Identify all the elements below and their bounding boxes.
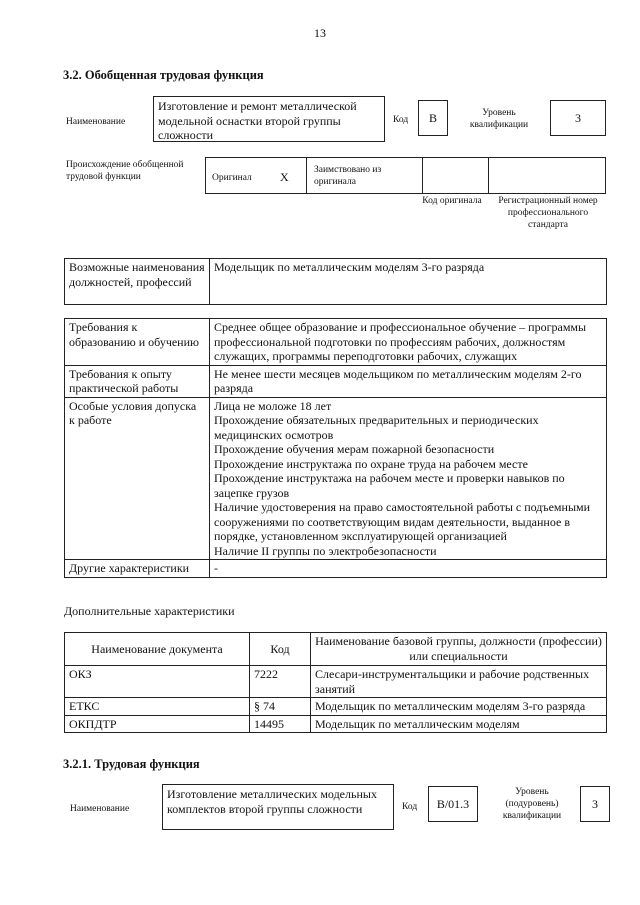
cell-doc: ЕТКС: [65, 698, 250, 716]
list-item: Наличие удостоверения на право самостоятельной работы с подъемными сооружениями по соответствующим видам деятельности, выданное в порядке, установленном эксплуатирующей организацией: [214, 500, 591, 543]
table-row: [65, 319, 607, 366]
list-item: Прохождение инструктажа по охране труда на рабочем месте: [214, 456, 528, 471]
name-label: Наименование: [70, 804, 130, 814]
divider: [306, 158, 307, 193]
table-row: [65, 560, 607, 578]
function-name-box: Изготовление и ремонт металлической модельной оснастки второй группы сложности: [153, 96, 385, 142]
list-item: Прохождение инструктажа на рабочем месте и проверки навыков по зацепке грузов: [214, 471, 565, 500]
positions-value: Модельщик по металлическим моделям 3-го разряда: [210, 259, 607, 305]
requirement-label: Другие характеристики: [65, 560, 210, 578]
list-item: Прохождение обязательных предварительных и периодических медицинских осмотров: [214, 413, 539, 442]
name-label: Наименование: [66, 117, 126, 127]
page-number: 13: [314, 26, 326, 40]
table-row: [65, 715, 607, 733]
table-header-row: [65, 633, 607, 666]
requirement-label: Особые условия допуска к работе: [65, 397, 210, 560]
positions-label: Возможные наименования должностей, профессий: [65, 259, 210, 305]
origin-table: [205, 157, 606, 194]
divider: [422, 158, 423, 193]
table-row: [65, 698, 607, 716]
additional-heading: Дополнительные характеристики: [64, 604, 235, 618]
requirement-value: [210, 397, 607, 560]
divider: [488, 158, 489, 193]
cell-name: Модельщик по металлическим моделям: [311, 715, 607, 733]
cell-code: 14495: [250, 715, 311, 733]
original-code-label: Код оригинала: [422, 196, 482, 206]
cell-name: Слесари-инструментальщики и рабочие родственных занятий: [311, 666, 607, 698]
cell-code: 7222: [250, 666, 311, 698]
code-label: Код: [393, 115, 409, 125]
level-value: 3: [580, 786, 610, 822]
table-row: [65, 666, 607, 698]
code-label: Код: [402, 802, 418, 812]
list-item: Лица не моложе 18 лет: [214, 398, 332, 413]
positions-table: [64, 258, 607, 305]
original-mark: X: [280, 170, 289, 184]
level-label: Уровень (подуровень) квалификации: [502, 787, 562, 821]
list-item: Наличие II группы по электробезопасности: [214, 543, 437, 558]
cell-doc: ОКПДТР: [65, 715, 250, 733]
subsection-heading: 3.2.1. Трудовая функция: [63, 757, 200, 771]
requirement-value: Не менее шести месяцев модельщиком по металлическим моделям 2-го разряда: [210, 365, 607, 397]
cell-doc: ОКЗ: [65, 666, 250, 698]
requirement-label: Требования к опыту практической работы: [65, 365, 210, 397]
code-value: B: [418, 100, 448, 136]
col-header-name: Наименование базовой группы, должности (профессии) или специальности: [311, 633, 607, 666]
reg-number-label: Регистрационный номер профессионального стандарта: [498, 196, 598, 230]
cell-code: § 74: [250, 698, 311, 716]
requirements-table: [64, 318, 607, 578]
level-value: 3: [550, 100, 606, 136]
borrowed-label: Заимствовано из оригинала: [314, 165, 382, 187]
table-row: [65, 397, 607, 560]
level-label: Уровень квалификации: [469, 108, 529, 130]
col-header-doc: Наименование документа: [65, 633, 250, 666]
table-row: [65, 365, 607, 397]
additional-table: [64, 632, 607, 733]
section-heading: 3.2. Обобщенная трудовая функция: [63, 68, 264, 82]
code-value: B/01.3: [428, 786, 478, 822]
requirement-value: -: [210, 560, 607, 578]
requirement-label: Требования к образованию и обучению: [65, 319, 210, 366]
list-item: Прохождение обучения мерам пожарной безопасности: [214, 442, 495, 456]
function-name-box: Изготовление металлических модельных комплектов второй группы сложности: [162, 784, 394, 830]
cell-name: Модельщик по металлическим моделям 3-го разряда: [311, 698, 607, 716]
requirement-value: Среднее общее образование и профессиональное обучение – программы профессиональной подготовки по профессиям рабочих, должностям служащих, программы переподготовки рабочих, служащих: [210, 319, 607, 366]
original-label: Оригинал: [212, 173, 252, 183]
col-header-code: Код: [250, 633, 311, 666]
origin-label: Происхождение обобщенной трудовой функции: [66, 160, 184, 182]
